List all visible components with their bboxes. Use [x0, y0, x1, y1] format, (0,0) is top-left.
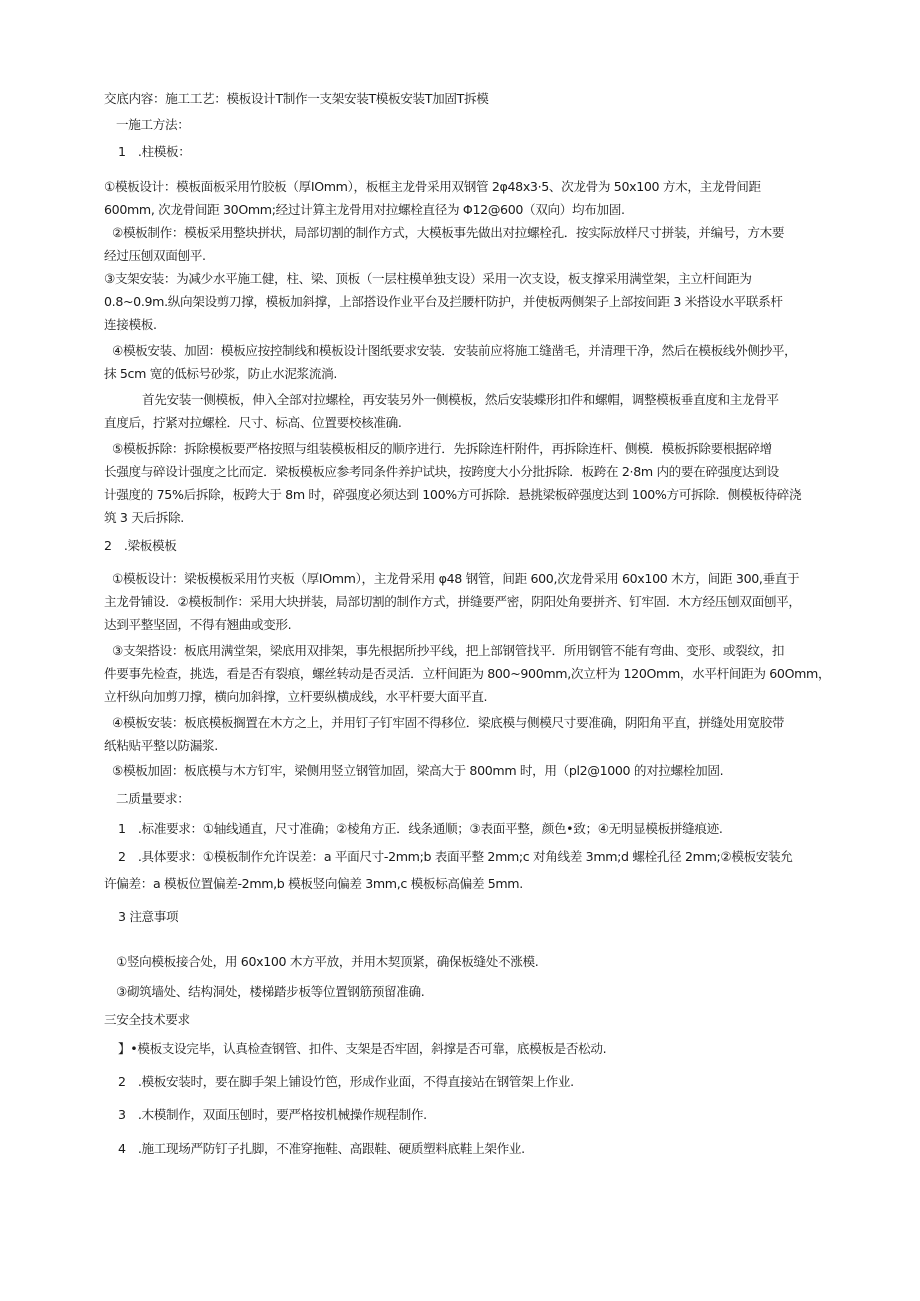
paragraph-line: 许偏差：a 模板位置偏差-2mm,b 模板竖向偏差 3mm,c 模板标高偏差 5mm.	[104, 876, 523, 891]
paragraph-line: ①竖向模板接合处，用 60x100 木方平放，并用木契顶紧，确保板缝处不涨模.	[116, 954, 539, 969]
paragraph-line: ⑤模板加固：板底模与木方钉牢，梁侧用竖立钢管加固，梁高大于 800mm 时，用（pl2@1000 的对拉螺栓加固.	[112, 763, 724, 778]
paragraph-line: ⑤模板拆除：拆除模板要严格按照与组装模板相反的顺序进行．先拆除连杆附件，再拆除连杆、侧模．模板拆除要根据碎增	[112, 441, 772, 456]
paragraph-line: 计强度的 75%后拆除，板跨大于 8m 时，碎强度必须达到 100%方可拆除．悬挑梁板碎强度达到 100%方可拆除．侧模板待碎浇	[104, 487, 802, 502]
paragraph-line: 件要事先检查，挑选，看是否有裂痕，螺丝转动是否灵活．立杆间距为 800~900mm,次立杆为 120Omm，水平杆间距为 60Omm，	[104, 666, 831, 681]
paragraph-line: ③支架安装：为减少水平施工健，柱、梁、顶板（一层柱模单独支设）采用一次支设，板支撑采用满堂架，主立杆间距为	[104, 271, 752, 286]
paragraph-line: ③砌筑墙处、结构洞处，楼梯踏步板等位置钢筋预留准确.	[116, 984, 425, 999]
paragraph-line: 4 .施工现场严防钉子扎脚，不准穿拖鞋、高跟鞋、硬质塑料底鞋上架作业.	[118, 1141, 525, 1156]
paragraph-line: 2 .具体要求：①模板制作允许误差：a 平面尺寸-2mm;b 表面平整 2mm;c 对角线差 3mm;d 螺栓孔径 2mm;②模板安装允	[118, 849, 793, 864]
paragraph-line: 2 .模板安装时，要在脚手架上铺设竹笆，形成作业面，不得直接站在钢管架上作业.	[118, 1074, 574, 1089]
paragraph-line: 纸粘贴平整以防漏浆.	[104, 738, 218, 753]
paragraph-line: ④模板安装、加固：模板应按控制线和模板设计图纸要求安装．安装前应将施工缝凿毛，并清理干净，然后在模板线外侧抄平，	[112, 343, 797, 358]
paragraph-line: ①模板设计：梁板模板采用竹夹板（厚IOmm），主龙骨采用 φ48 钢管，间距 600,次龙骨采用 60x100 木方，间距 300,垂直于	[112, 571, 800, 586]
section-heading: 一施工方法：	[116, 117, 190, 132]
paragraph-line: 经过压刨双面刨平.	[104, 248, 206, 263]
paragraph-line: 0.8~0.9m.纵向架设剪刀撑，模板加斜撑，上部搭设作业平台及拦腰杆防护，并使板两侧架子上部按间距 3 米搭设水平联系杆	[104, 294, 783, 309]
subsection-heading: 1 .柱模板：	[118, 144, 191, 159]
paragraph-line: 首先安装一侧模板，伸入全部对拉螺栓，再安装另外一侧模板，然后安装蝶形扣件和螺帽，调整模板垂直度和主龙骨平	[142, 392, 779, 407]
paragraph-line: ①模板设计：模板面板采用竹胶板（厚IOmm），板框主龙骨采用双钢管 2φ48x3·5、次龙骨为 50x100 方木，主龙骨间距	[104, 179, 761, 194]
paragraph-line: 】•模板支设完毕，认真检查钢管、扣件、支架是否牢固，斜撑是否可靠，底模板是否松动.	[118, 1041, 607, 1056]
paragraph-line: 3 .木模制作，双面压刨时，要严格按机械操作规程制作.	[118, 1107, 427, 1122]
paragraph-line: 达到平整坚固，不得有翘曲或变形.	[104, 617, 292, 632]
subsection-heading: 3 注意事项	[118, 909, 179, 924]
paragraph-line: ②模板制作：模板采用整块拼状，局部切割的制作方式，大模板事先做出对拉螺栓孔．按实际放样尺寸拼装，并编号，方木要	[112, 225, 785, 240]
header-line: 交底内容：施工工艺：模板设计T制作一支架安装T模板安装T加固T拆模	[104, 91, 489, 106]
paragraph-line: 600mm, 次龙骨间距 30Omm;经过计算主龙骨用对拉螺栓直径为 Φ12@600（双向）均布加固.	[104, 202, 625, 217]
paragraph-line: 抹 5cm 宽的低标号砂浆，防止水泥浆流淌.	[104, 366, 338, 381]
section-heading: 二质量要求：	[116, 791, 190, 806]
paragraph-line: 连接模板.	[104, 317, 157, 332]
paragraph-line: 立杆纵向加剪刀撑，横向加斜撑，立杆要纵横成线，水平杆要大面平直.	[104, 689, 488, 704]
paragraph-line: 长强度与碎设计强度之比而定．梁板模板应参考同条件养护试块，按跨度大小分批拆除．板跨在 2·8m 内的要在碎强度达到设	[104, 464, 779, 479]
paragraph-line: 主龙骨铺设．②模板制作：采用大块拼装，局部切割的制作方式，拼缝要严密，阴阳处角要拼齐、钉牢固．木方经压刨双面刨平，	[104, 594, 801, 609]
subsection-heading: 2 .梁板模板	[104, 538, 177, 553]
paragraph-line: 直度后，拧紧对拉螺栓．尺寸、标高、位置要校核准确.	[104, 415, 402, 430]
paragraph-line: 1 .标准要求：①轴线通直，尺寸准确；②棱角方正．线条通顺；③表面平整，颜色•致；④无明显模板拼缝痕迹.	[118, 821, 723, 836]
paragraph-line: 筑 3 天后拆除.	[104, 510, 184, 525]
paragraph-line: ④模板安装：板底模板搁置在木方之上，并用钉子钉牢固不得移位．梁底模与侧模尺寸要准确，阴阳角平直，拼缝处用宽胶带	[112, 715, 785, 730]
paragraph-line: ③支架搭设：板底用满堂架，梁底用双排架，事先根据所抄平线，把上部钢管找平．所用钢管不能有弯曲、变形、或裂纹，扣	[112, 643, 785, 658]
section-heading: 三安全技术要求	[104, 1012, 190, 1027]
